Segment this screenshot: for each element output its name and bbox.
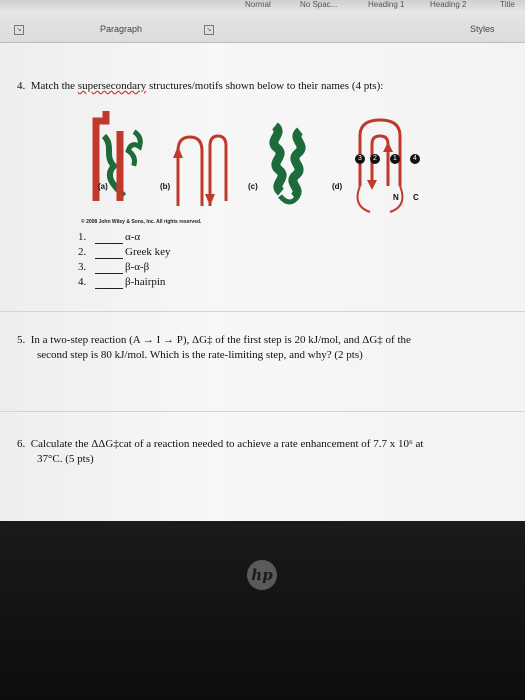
match-blank[interactable] [95, 263, 123, 274]
question-4-number: 4. [17, 80, 26, 92]
figure-label-d: (d) [332, 182, 343, 191]
style-heading2[interactable]: Heading 2 [430, 0, 467, 9]
match-name: β-α-β [125, 261, 150, 273]
motif-b-drawing [173, 136, 226, 206]
laptop-bezel [0, 521, 525, 700]
match-number: 4. [78, 276, 87, 288]
match-number: 1. [78, 231, 87, 243]
style-heading1[interactable]: Heading 1 [368, 0, 405, 9]
question-5-number: 5. [17, 334, 26, 346]
paragraph-dialog-launcher-icon[interactable]: ↘ [204, 25, 214, 35]
styles-group-label: Styles [470, 24, 495, 34]
page-divider [0, 411, 525, 412]
copyright-notice: © 2008 John Wiley & Sons, Inc. All rights reserved. [81, 219, 202, 225]
question-5-text [17, 333, 512, 363]
motif-figure [60, 106, 440, 221]
motif-c-drawing [274, 126, 301, 202]
question-6-number: 6. [17, 438, 26, 450]
question-6-line-1: Calculate the ΔΔG‡cat of a reaction needed to achieve a rate enhancement of 7.7 x 10⁶ at [30, 438, 424, 450]
question-4-suffix: structures/motifs shown below to their names (4 pts): [146, 80, 384, 92]
ribbon-style-gallery[interactable] [0, 0, 525, 10]
question-6-text [17, 437, 512, 467]
strand-number-badge: 2 [370, 154, 380, 164]
style-no-spacing[interactable]: No Spac... [300, 0, 338, 9]
match-name: α-α [125, 231, 141, 243]
figure-label-c: (c) [248, 182, 258, 191]
style-normal[interactable]: Normal [245, 0, 271, 9]
match-blank[interactable] [95, 233, 123, 244]
document-page[interactable] [0, 43, 525, 521]
font-dialog-launcher-icon[interactable]: ↘ [14, 25, 24, 35]
figure-label-b: (b) [160, 182, 171, 191]
hp-logo-icon: hp [247, 560, 277, 590]
page-divider [0, 311, 525, 312]
match-blank[interactable] [95, 248, 123, 259]
question-5-line-2: second step is 80 kJ/mol. Which is the rate-limiting step, and why? (2 pts) [37, 349, 363, 361]
strand-number-badge: 1 [390, 154, 400, 164]
match-number: 3. [78, 261, 87, 273]
ribbon [0, 0, 525, 43]
paragraph-group-label: Paragraph [100, 24, 143, 34]
strand-number-badge: 3 [355, 154, 365, 164]
match-name: Greek key [125, 246, 171, 258]
match-number: 2. [78, 246, 87, 258]
figure-label-a: (a) [98, 182, 108, 191]
question-6-line-2: 37°C. (5 pts) [37, 453, 94, 465]
match-blank[interactable] [95, 278, 123, 289]
style-title[interactable]: Title [500, 0, 515, 9]
question-4-text [17, 79, 383, 94]
terminus-c-label: C [413, 193, 419, 202]
question-5-line-1: In a two-step reaction (A → I → P), ΔG‡ of the first step is 20 kJ/mol, and ΔG‡ of the [30, 334, 411, 346]
strand-number-badge: 4 [410, 154, 420, 164]
question-4-underlined-word: supersecondary [77, 80, 147, 92]
match-name: β-hairpin [125, 276, 166, 288]
question-4-prefix: Match the [30, 80, 78, 92]
terminus-n-label: N [393, 193, 399, 202]
